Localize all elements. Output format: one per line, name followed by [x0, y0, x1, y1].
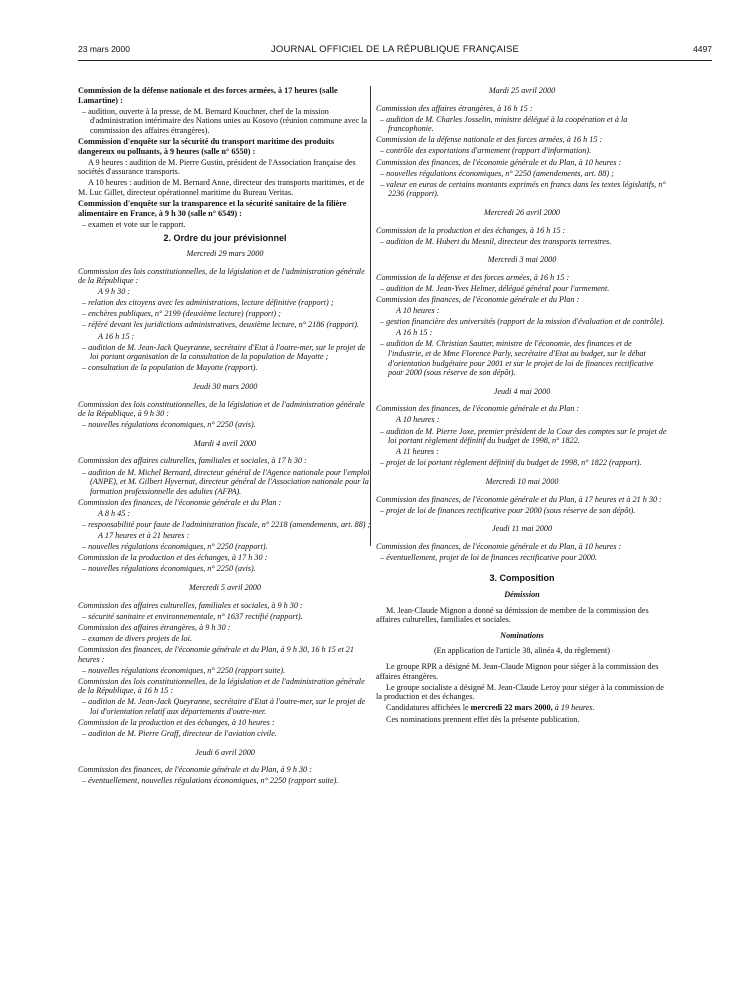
agenda-item: – sécurité sanitaire et environnementale, n° 1637 rectifié (rapport). [82, 611, 303, 621]
day-heading: Mercredi 5 avril 2000 [189, 582, 261, 592]
agenda-entry: Commission des finances, de l'économie générale et du Plan, à 9 h 30, 16 h 15 et 21 heures : [78, 644, 354, 664]
day-heading: Mercredi 26 avril 2000 [483, 207, 561, 217]
agenda-entry: Commission des finances, de l'économie générale et du Plan : [376, 404, 580, 414]
agenda-item: – référé devant les juridictions administratives, deuxième lecture, n° 2186 (rapport). [82, 320, 359, 330]
agenda-time: A 16 h 15 : [396, 328, 433, 338]
agenda-item: – audition de M. Jean-Yves Helmer, délégué général pour l'armement. [380, 283, 610, 293]
agenda-item: – examen de divers projets de loi. [82, 633, 192, 643]
agenda-time: A 17 heures et à 21 heures : [98, 531, 190, 541]
agenda-item: – audition de M. Hubert du Mesnil, directeur des transports terrestres. [380, 236, 612, 246]
agenda-entry: Commission des lois constitutionnelles, de la législation et de l'administration générale de la République, à 9 h 30 : [78, 399, 365, 419]
agenda-item: – audition de M. Michel Bernard, directeur général de l'Agence nationale pour l'emploi (ANPE), et M. Gilbert Hyvernat, directeur général de l'Association nationale pour la formation professionnelle des adultes (AFPA). [82, 467, 370, 496]
agenda-entry: Commission des lois constitutionnelles, de la législation et de l'administration générale de la République : [78, 266, 365, 286]
agenda-item: – nouvelles régulations économiques, n° 2250 (amendements, art. 88) ; [380, 168, 614, 178]
section-heading: 3. Composition [489, 573, 555, 584]
agenda-item: – nouvelles régulations économiques, n° 2250 (avis). [82, 564, 256, 574]
header-title: JOURNAL OFFICIEL DE LA RÉPUBLIQUE FRANÇAISE [270, 44, 520, 55]
agenda-item: A 9 heures : audition de M. Pierre Gustin, président de l'Association française des sociétés d'assurance transports. [78, 157, 356, 177]
agenda-entry: Commission de la défense nationale et des forces armées, à 17 heures (salle Lamartine) : [78, 86, 338, 105]
agenda-item: – nouvelles régulations économiques, n° 2250 (rapport). [82, 542, 268, 552]
agenda-entry: Commission des affaires étrangères, à 9 h 30 : [78, 622, 231, 632]
day-heading: Mardi 4 avril 2000 [193, 438, 257, 448]
demission-text: M. Jean-Claude Mignon a donné sa démission de membre de la commission des affaires culturelles, familiales et sociales. [376, 605, 649, 625]
right-column [376, 86, 668, 726]
header-page-number: 4497 [693, 44, 712, 54]
agenda-item: – nouvelles régulations économiques, n° 2250 (rapport suite). [82, 665, 286, 675]
candidatures-date: mercredi 22 mars 2000, [470, 703, 553, 713]
agenda-item: – consultation de la population de Mayotte (rapport). [82, 363, 258, 373]
agenda-entry: Commission des affaires étrangères, à 16 h 15 : [376, 103, 533, 113]
agenda-item: – contrôle des exportations d'armement (rapport d'information). [380, 146, 592, 156]
agenda-item: – valeur en euros de certains montants exprimés en francs dans les textes législatifs, n° 2236 (rapport). [380, 179, 666, 199]
agenda-entry: Commission des finances, de l'économie générale et du Plan : [78, 497, 282, 507]
day-heading: Mercredi 3 mai 2000 [487, 255, 557, 265]
agenda-entry: Commission des finances, de l'économie générale et du Plan, à 10 heures : [376, 541, 622, 551]
agenda-item: – éventuellement, projet de loi de finances rectificative pour 2000. [380, 552, 597, 562]
agenda-entry: Commission des lois constitutionnelles, de la législation et de l'administration générale de la République, à 16 h 15 : [78, 676, 365, 696]
agenda-item: – éventuellement, nouvelles régulations économiques, n° 2250 (rapport suite). [82, 776, 339, 786]
agenda-time: A 11 heures : [396, 447, 439, 457]
agenda-item: – audition de M. Jean-Jack Queyranne, secrétaire d'Etat à l'outre-mer, sur le projet de loi d'orientation relatif aux départements d'outre-mer. [82, 697, 366, 716]
nomination-text: Le groupe RPR a désigné M. Jean-Claude Mignon pour siéger à la commission des affaires étrangères. [376, 662, 659, 681]
agenda-time: A 16 h 15 : [98, 331, 135, 341]
agenda-entry: Commission de la défense et des forces armées, à 16 h 15 : [376, 272, 570, 282]
agenda-entry: Commission des finances, de l'économie générale et du Plan : [376, 295, 580, 304]
agenda-item: – audition de M. Christian Sautter, ministre de l'économie, des finances et de l'industrie, et de Mme Florence Parly, secrétaire d'Etat au budget, sur le débat d'orientation budgétaire pour 2001 et sur le projet de loi de finances rectificative pour 2000 (sous réserve de son dépôt). [380, 339, 654, 378]
agenda-time: A 10 heures : [396, 415, 440, 425]
agenda-item: A 10 heures : audition de M. Bernard Anne, directeur des transports maritimes, et de M. Luc Gillet, directeur opérationnel maritime du Bureau Veritas. [78, 178, 365, 197]
effect-text: Ces nominations prennent effet dès la présente publication. [386, 714, 580, 724]
page-header [78, 44, 712, 61]
agenda-entry: Commission des finances, de l'économie générale et du Plan, à 9 h 30 : [78, 765, 312, 775]
candidatures-text [376, 703, 668, 713]
day-heading: Mercredi 10 mai 2000 [485, 476, 559, 486]
application-note: (En application de l'article 38, alinéa 4, du règlement) [433, 646, 611, 656]
day-heading: Jeudi 6 avril 2000 [195, 747, 255, 757]
nomination-text: Le groupe socialiste a désigné M. Jean-Claude Leroy pour siéger à la commission de la production et des échanges. [376, 682, 664, 702]
column-divider [370, 86, 371, 546]
agenda-entry: Commission d'enquête sur la sécurité du transport maritime des produits dangereux ou polluants, à 9 heures (salle n° 6550) : [78, 136, 335, 156]
agenda-item: – examen et vote sur le rapport. [82, 219, 186, 229]
day-heading: Jeudi 4 mai 2000 [493, 386, 551, 396]
agenda-item: – nouvelles régulations économiques, n° 2250 (avis). [82, 420, 256, 430]
agenda-entry: Commission des finances, de l'économie générale et du Plan, à 10 heures : [376, 157, 622, 167]
agenda-entry: Commission de la production et des échanges, à 16 h 15 : [376, 225, 566, 235]
subsection-heading-demission: Démission [504, 590, 540, 600]
day-heading: Mercredi 29 mars 2000 [186, 248, 264, 258]
agenda-item: – enchères publiques, n° 2199 (deuxième lecture) (rapport) ; [82, 309, 281, 319]
agenda-item: – audition de M. Pierre Joxe, premier président de la Cour des comptes sur le projet de loi portant règlement définitif du budget de 1998, n° 1822. [380, 426, 667, 446]
candidatures-prefix: Candidatures affichées le [386, 703, 469, 713]
day-heading: Mardi 25 avril 2000 [488, 86, 556, 95]
agenda-entry: Commission de la défense nationale et des forces armées, à 16 h 15 : [376, 135, 603, 145]
agenda-item: – projet de loi de finances rectificative pour 2000 (sous réserve de son dépôt). [380, 505, 636, 515]
section-heading: 2. Ordre du jour prévisionnel [163, 233, 287, 244]
candidatures-time: à 19 heures. [554, 703, 595, 713]
agenda-item: – audition de M. Pierre Graff, directeur de l'aviation civile. [82, 729, 277, 739]
day-heading: Jeudi 30 mars 2000 [192, 381, 258, 391]
agenda-item: – audition de M. Jean-Jack Queyranne, secrétaire d'Etat à l'outre-mer, sur le projet de loi portant organisation de la consultation de la population de Mayotte ; [82, 342, 366, 362]
agenda-entry: Commission de la production et des échanges, à 10 heures : [78, 718, 275, 728]
left-column [78, 86, 372, 788]
agenda-item: – gestion financière des universités (rapport de la mission d'évaluation et de contrôle). [380, 317, 665, 327]
agenda-entry: Commission des affaires culturelles, familiales et sociales, à 9 h 30 : [78, 600, 303, 610]
agenda-item: – responsabilité pour faute de l'administration fiscale, n° 2218 (amendements, art. 88) ; [82, 519, 371, 529]
agenda-item: – projet de loi portant règlement définitif du budget de 1998, n° 1822 (rapport). [380, 458, 642, 468]
agenda-entry: Commission des affaires culturelles, familiales et sociales, à 17 h 30 : [78, 456, 307, 466]
subsection-heading-nominations: Nominations [500, 630, 544, 640]
agenda-entry: Commission d'enquête sur la transparence et la sécurité sanitaire de la filière alimentaire en France, à 9 h 30 (salle n° 6549) : [78, 199, 347, 218]
agenda-time: A 9 h 30 : [98, 287, 131, 297]
day-heading: Jeudi 11 mai 2000 [491, 524, 553, 534]
agenda-item: – relation des citoyens avec les administrations, lecture définitive (rapport) ; [82, 298, 334, 308]
agenda-entry: Commission des finances, de l'économie générale et du Plan, à 17 heures et à 21 h 30 : [376, 494, 662, 504]
agenda-entry: Commission de la production et des échanges, à 17 h 30 : [78, 553, 268, 563]
agenda-time: A 8 h 45 : [98, 508, 131, 518]
agenda-time: A 10 heures : [396, 306, 440, 316]
header-date: 23 mars 2000 [78, 44, 130, 54]
agenda-item: – audition de M. Charles Josselin, ministre délégué à la coopération et à la francophonie. [380, 114, 628, 134]
agenda-item: – audition, ouverte à la presse, de M. Bernard Kouchner, chef de la mission d'administration intérimaire des Nations unies au Kosovo (réunion commune avec la commission des affaires étrangères). [82, 106, 368, 135]
